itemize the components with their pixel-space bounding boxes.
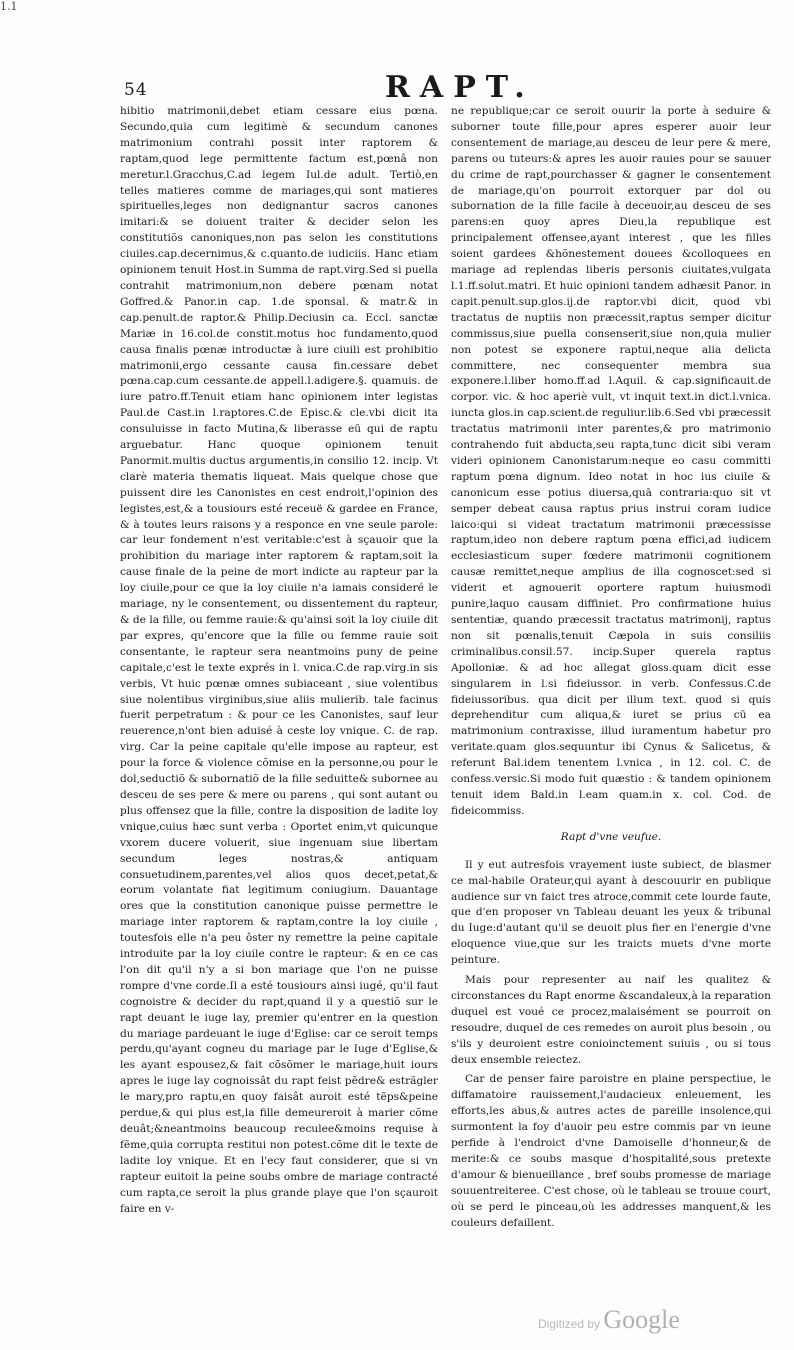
- section-heading: Rapt d'vne veufue.: [560, 830, 662, 843]
- paragraph: Il y eut autresfois vrayement iuste subiect, de blasmer ce mal-habile Orateur,qui ayant à descouurir en publique audience sur vn faict tres atroce,commit cete lourde faute, que d'en proposer vn Tableau deuant les yeux & tribunal du Iuge:d'autant qu'il se deuoit plus fier en l'energie d'vne eloquence viue,que sur les traicts muets d'vne morte peinture.: [451, 858, 771, 967]
- right-column-text: ne republique;car ce seroit ouurir la porte à seduire & suborner toute fille,pour apres esperer auoir leur consentement de mariage,au desceu de leur pere & mere, parens ou tuteurs:& apres les auoir rauies pour se sauuer du crime de rapt,pourchasser & gagner le consentement de mariage,qu'on pourroit extorquer par dol ou subornation de la fille facile à deceuoir,au desceu de ses parens:en quoy apres Dieu,la republique est principalement offensee,ayant interest , que les filles soient gardees &hõnestement douees &colloquees en mariage ad replendas liberis personis ciuitates,vulgata l.1.ff.solut.matri. Et huic opinioni tandem adhæsit Panor. in capit.penult.sup.glos.ij.de raptor.vbi dicit, quod vbi tractatus de nuptiis non præcessit,raptus semper dicitur commissus,siue puella consenserit,siue non,quia mulier non potest se exponere raptui,neque alia delicta committere, nec consequenter membra sua exponere.l.liber homo.ff.ad l.Aquil. & cap.significauit.de corpor. vic. & hoc aperiè vult, vt inquit text.in dict.l.vnica. iuncta glos.in cap.scient.de reguliur.lib.6.Sed vbi præcessit tractatus matrimonii inter parentes,& pro matrimonio contrahendo fuit abducta,seu rapta,tunc dicit sibi veram videri opinionem Canonistarum:neque eo casu committi raptum pœna dignum. Ideo notat in hoc ius ciuile & canonicum esse potius diuersa,quā contraria:quo sit vt semper debeat causa raptus prius instrui coram iudice laico:qui si videat tractatum matrimonii præcessisse raptum,ideo non debere raptum pœna effici,ad iudicem ecclesiasticum super fœdere matrimonii cognitionem causæ remittet,neque amplius de illa cognoscet:sed si viderit et agnouerit oportere raptum huiusmodi punire,laquo causam diffiniet. Pro confirmatione huius sententiæ, quando præcessit tractatus matrimonij, raptus non sit pœnalis,tenuit Cæpola in suis consiliis criminalibus.consil.57. incip.Super querela raptus Apolloniæ. & ad hoc allegat gloss.quam dicit esse singularem in l.si fideiussor. in verb. Confessus.C.de fideiussoribus. qua dicit per illum text. quod si quis deprehenditur cum aliqua,& iuret se prius cū ea matrimonium contraxisse, illud iuramentum habetur pro veritate.quam glos.sequuntur ibi Cynus & Salicetus, & referunt Bal.idem tenentem l.vnica , in 12. col. C. de confess.versic.Si modo fuit quæstio : & tandem opinionem tenuit idem Bald.in l.eam quam.in x. col. Cod. de fideicommiss.: [451, 105, 771, 817]
- edge-marks: 1.1: [0, 0, 18, 13]
- digitized-label: Digitized by: [538, 1317, 601, 1331]
- left-column-text: hibitio matrimonii,debet etiam cessare eius pœna. Secundo,quia cum legitimè & secundum canones matrimonium contrahi possit inter raptorem & raptam,quod lege permittente factum est,pœnâ non meretur.l.Gracchus,C.ad legem Iul.de adult. Tertiò,en telles matieres comme de mariages,qui sont matieres spirituelles,leges non dedignantur sacros canones imitari:& se doiuent traiter & decider selon les constitutiõs canoniques,non pas selon les constitutions ciuiles.cap.decernimus,& c.quanto.de iudiciis. Hanc etiam opinionem tenuit Host.in Summa de rapt.virg.Sed si puella contrahit matrimonium,non debere pœnam notat Goffred.& Panor.in cap. 1.de sponsal. & matr.& in cap.penult.de raptor.& Philip.Deciusin ca. Eccl. sanctæ Mariæ in 16.col.de constit.motus hoc fundamento,quod causa finalis pœnæ introductæ à iure ciuili est prohibitio matrimonii,ergo cessante causa fin.cessare debet pœna.cap.cum cessante.de appell.l.adigere.§. quamuis. de iure patro.ff.Tenuit etiam hanc opinionem inter legistas Paul.de Cast.in l.raptores.C.de Episc.& cle.vbi dicit ita consuluisse in facto Mutina,& liberasse eū qui de raptu arguebatur. Hanc quoque opinionem tenuit Panormit.multis ductus argumentis,in consilio 12. incip. Vt clarè materia thematis liqueat. Mais quelque chose que puissent dire les Canonistes en cest endroit,l'opinion des legistes,est,& a tousiours esté receuë & gardee en France, & à toutes leurs raisons y a responce en vne seule parole: car leur fondement n'est veritable:c'est à sçauoir que la prohibition du mariage inter raptorem & raptam,soit la cause finale de la peine de mort indicte au rapteur par la loy ciuile,pour ce que la loy ciuile n'a iamais consideré le mariage, ny le consentement, ou dissentement du rapteur, & de la fille, ou femme rauie:& qu'ainsi soit la loy ciuile dit par expres, qu'encore que la fille ou femme rauie soit consentante, le rapteur sera neantmoins puny de peine capitale,c'est le texte exprés in l. vnica.C.de rap.virg.in sis verbis, Vt huic pœnæ omnes subiaceant , siue volentibus siue nolentibus virginibus,siue aliis mulierib. tale facinus fuerit perpetratum : & pour ce les Canonistes, sauf leur reuerence,n'ont bien aduisé à ceste loy vnique. C. de rap. virg. Car la peine capitale qu'elle impose au rapteur, est pour la force & violence cõmise en la personne,ou pour le dol,seductiõ & subornatiõ de la fille seduitte& subornee au desceu de ses pere & mere ou parens , qui sont autant ou plus offensez que la fille, contre la disposition de ladite loy vnique,cuius hæc sunt verba : Oportet enim,vt quicunque vxorem ducere voluerit, siue ingenuam siue libertam secundum leges nostras,& antiquam consuetudinem,parentes,vel alios quos decet,petat,& eorum volantate fiat legitimum coniugium. Dauantage ores que la constitution canonique puisse permettre le mariage inter raptorem & raptam,contre la loy ciuile , toutesfois elle n'a peu ôster ny remettre la peine capitale introduite par la loy ciuile contre le rapteur: & en ce cas l'on dit qu'il n'y a si bon mariage que l'on ne puisse rompre d'vne corde.Il a esté tousiours ainsi iugé, qu'il faut cognoistre & decider du rapt,quand il y a questiõ sur le rapt deuant le iuge lay, premier qu'entrer en la question du mariage pardeuant le iuge d'Eglise: car ce seroit temps perdu,qu'ayant cogneu du mariage par le Iuge d'Eglise,& les ayant espousez,& fait cõsõmer le mariage,huit iours apres le iuge lay cognoissât du rapt feist pẽdre& estrãgler le mary,pro raptu,en quoy faisât auroit esté tẽps&peine perdue,& qui plus est,la fille demeureroit à marier cõme deuât;&neantmoins beaucoup reculee&moins requise à fẽme,quia corrupta restitui non potest.cõme dit le texte de ladite loy vnique. Et en l'ecy faut considerer, que si vn rapteur euitoit la peine soubs ombre de mariage contracté cum rapta,ce seroit la plus grande playe que l'on sçauroit faire en v-: [120, 105, 438, 1215]
- left-column: [120, 104, 438, 1217]
- page-number: 54: [124, 80, 148, 100]
- paragraph: Car de penser faire paroistre en plaine perspectiue, le diffamatoire rauissement,l'audacieux enleuement, les efforts,les abus,& autres actes de pareille insolence,qui surmontent la foy d'auoir peu estre commis par vn ieune perfide à l'endroict d'vne Damoiselle d'honneur,& de merite:& ce soubs masque d'hospitalité,sous pretexte d'amour & bienueillance , bref soubs promesse de mariage souuentreiteree. C'est chose, où le tableau se trouue court, où se perd le pinceau,où les addresses manquent,& les couleurs defaillent.: [451, 1073, 771, 1229]
- paragraph: Mais pour representer au naif les qualitez & circonstances du Rapt enorme &scandaleux,à la reparation duquel est voué ce procez,malaisément se pourroit on resoudre, duquel de ces remedes on auroit plus besoin , ou s'ils y deuroient estre conioinctement suiuis , ou si tous deux ensemble reiectez.: [451, 974, 771, 1066]
- running-head: RAPT.: [385, 70, 535, 105]
- digitized-watermark: [538, 1305, 680, 1335]
- right-column: [451, 104, 771, 1232]
- google-logo: Google: [603, 1305, 680, 1334]
